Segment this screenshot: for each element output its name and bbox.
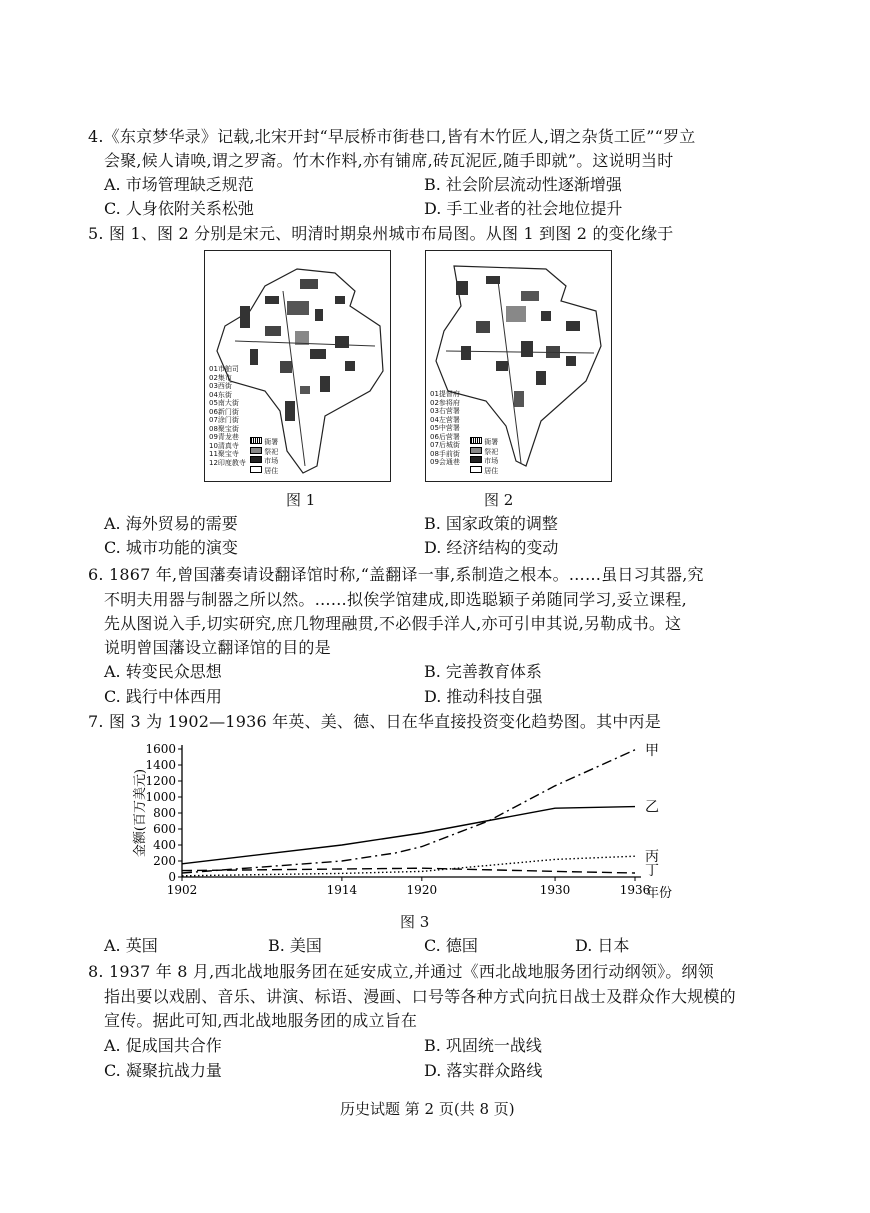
key-item: 祭祀 [470, 447, 498, 457]
q6-stem-line-1: 6. 1867 年,曾国藩奏请设翻译馆时称,“盖翻译一事,系制造之根本。……虽日习其器,究 [88, 565, 704, 584]
y-tick-label: 600 [153, 822, 176, 836]
q7-option-d: D. 日本 [575, 936, 630, 955]
figure-2-legend [430, 390, 460, 467]
legend-item: 07涂门街 [209, 416, 239, 424]
legend-item: 02参将府 [430, 398, 460, 407]
key-item: 居住 [470, 466, 498, 476]
y-tick-label: 800 [153, 806, 176, 820]
legend-item: 07后城街 [430, 441, 460, 449]
q5-option-d: D. 经济结构的变动 [424, 538, 559, 557]
q4-stem-line-1: 4.《东京梦华录》记载,北宋开封“早辰桥市街巷口,皆有木竹匠人,谓之杂货工匠”“罗立 [88, 127, 696, 146]
legend-item: 06后营署 [430, 432, 460, 441]
legend-item: 05南大街 [209, 399, 239, 407]
q6-option-a: A. 转变民众思想 [104, 662, 222, 681]
x-tick-label: 1914 [326, 883, 358, 897]
legend-item: 09青龙巷 [209, 433, 239, 441]
investment-line-chart [120, 735, 680, 905]
q8-option-d: D. 落实群众路线 [424, 1061, 543, 1080]
q8-option-a: A. 促成国共合作 [104, 1036, 222, 1055]
figure-2-caption: 图 2 [484, 491, 514, 509]
series-label: 丁 [645, 863, 659, 879]
q8-stem-line-1: 8. 1937 年 8 月,西北战地服务团在延安成立,并通过《西北战地服务团行动纲领》。纲领 [88, 962, 714, 981]
x-tick-label: 1920 [406, 883, 438, 897]
legend-item: 10清真寺 [209, 441, 239, 450]
figure-1-legend [209, 365, 246, 467]
q7-stem-line-1: 7. 图 3 为 1902—1936 年英、美、德、日在华直接投资变化趋势图。其中丙是 [88, 712, 661, 731]
x-tick-label: 1902 [166, 883, 198, 897]
q4-option-d: D. 手工业者的社会地位提升 [424, 199, 623, 218]
q7-option-c: C. 德国 [424, 936, 478, 955]
q8-option-c: C. 凝聚抗战力量 [104, 1061, 222, 1080]
figure-1-caption: 图 1 [286, 491, 316, 509]
q6-stem-line-4: 说明曾国藩设立翻译馆的目的是 [104, 638, 331, 657]
legend-item: 12印度教寺 [209, 458, 246, 467]
figure-1-key [250, 437, 278, 475]
y-tick-label: 200 [153, 854, 176, 868]
q4-stem-line-2: 会聚,候人请唤,谓之罗斋。竹木作料,亦有铺席,砖瓦泥匠,随手即就”。这说明当时 [104, 151, 674, 170]
legend-item: 05中营署 [430, 424, 460, 432]
y-axis-label: 金额(百万美元) [133, 768, 148, 858]
series-label: 甲 [645, 742, 659, 759]
q4-option-b: B. 社会阶层流动性逐渐增强 [424, 175, 622, 194]
y-tick-label: 1000 [145, 790, 176, 804]
figure-2-key [470, 437, 498, 475]
legend-item: 01提督府 [430, 390, 460, 398]
key-item: 祭祀 [250, 447, 278, 457]
key-item: 市场 [250, 456, 278, 466]
legend-item: 09会通巷 [430, 458, 460, 466]
legend-item: 08聚宝街 [209, 424, 239, 433]
legend-item: 02集市 [209, 373, 232, 382]
series-label: 丙 [645, 849, 659, 866]
q8-option-b: B. 巩固统一战线 [424, 1036, 542, 1055]
key-item: 市场 [470, 456, 498, 466]
legend-item: 03右营署 [430, 407, 460, 415]
x-tick-label: 1936 [619, 883, 651, 897]
q6-stem-line-2: 不明夫用器与制器之所以然。……拟俟学馆建成,即选聪颖子弟随同学习,妥立课程, [104, 590, 687, 609]
legend-item: 08手前街 [430, 449, 460, 458]
series-label: 乙 [645, 799, 659, 816]
y-tick-label: 1200 [145, 774, 176, 788]
y-tick-label: 1600 [145, 742, 176, 756]
q5-option-a: A. 海外贸易的需要 [104, 514, 238, 533]
series-line-甲 [182, 750, 635, 873]
y-tick-label: 400 [153, 838, 176, 852]
q5-option-b: B. 国家政策的调整 [424, 514, 558, 533]
key-item: 衙署 [250, 437, 278, 447]
q6-stem-line-3: 先从图说入手,切实研究,庶几物理融贯,不必假手洋人,亦可引申其说,另勒成书。这 [104, 614, 682, 633]
y-tick-label: 0 [168, 870, 176, 884]
q5-stem-line-1: 5. 图 1、图 2 分别是宋元、明清时期泉州城市布局图。从图 1 到图 2 的变化缘于 [88, 224, 674, 243]
legend-item: 01市舶司 [209, 365, 239, 373]
figure-3-caption: 图 3 [400, 913, 430, 931]
x-axis-label: 年份 [646, 886, 673, 901]
q8-stem-line-2: 指出要以戏剧、音乐、讲演、标语、漫画、口号等各种方式向抗日战士及群众作大规模的 [104, 987, 736, 1006]
legend-item: 11聚宝寺 [209, 450, 239, 458]
legend-item: 04东街 [209, 390, 232, 399]
q7-option-b: B. 美国 [268, 936, 322, 955]
q6-option-d: D. 推动科技自强 [424, 687, 543, 706]
series-line-丙 [182, 856, 635, 876]
series-line-乙 [182, 807, 635, 864]
series-line-丁 [182, 868, 635, 873]
legend-item: 04左营署 [430, 415, 460, 424]
page-footer: 历史试题 第 2 页(共 8 页) [340, 1100, 515, 1118]
q7-option-a: A. 英国 [104, 936, 158, 955]
key-item: 居住 [250, 466, 278, 476]
legend-item: 06新门街 [209, 407, 239, 416]
x-tick-label: 1930 [539, 883, 571, 897]
q8-stem-line-3: 宣传。据此可知,西北战地服务团的成立旨在 [104, 1011, 418, 1030]
q5-option-c: C. 城市功能的演变 [104, 538, 238, 557]
q4-option-a: A. 市场管理缺乏规范 [104, 175, 254, 194]
key-item: 衙署 [470, 437, 498, 447]
q4-option-c: C. 人身依附关系松弛 [104, 199, 254, 218]
legend-item: 03西街 [209, 382, 232, 390]
y-tick-label: 1400 [145, 758, 176, 772]
q6-option-c: C. 践行中体西用 [104, 687, 222, 706]
q6-option-b: B. 完善教育体系 [424, 662, 542, 681]
